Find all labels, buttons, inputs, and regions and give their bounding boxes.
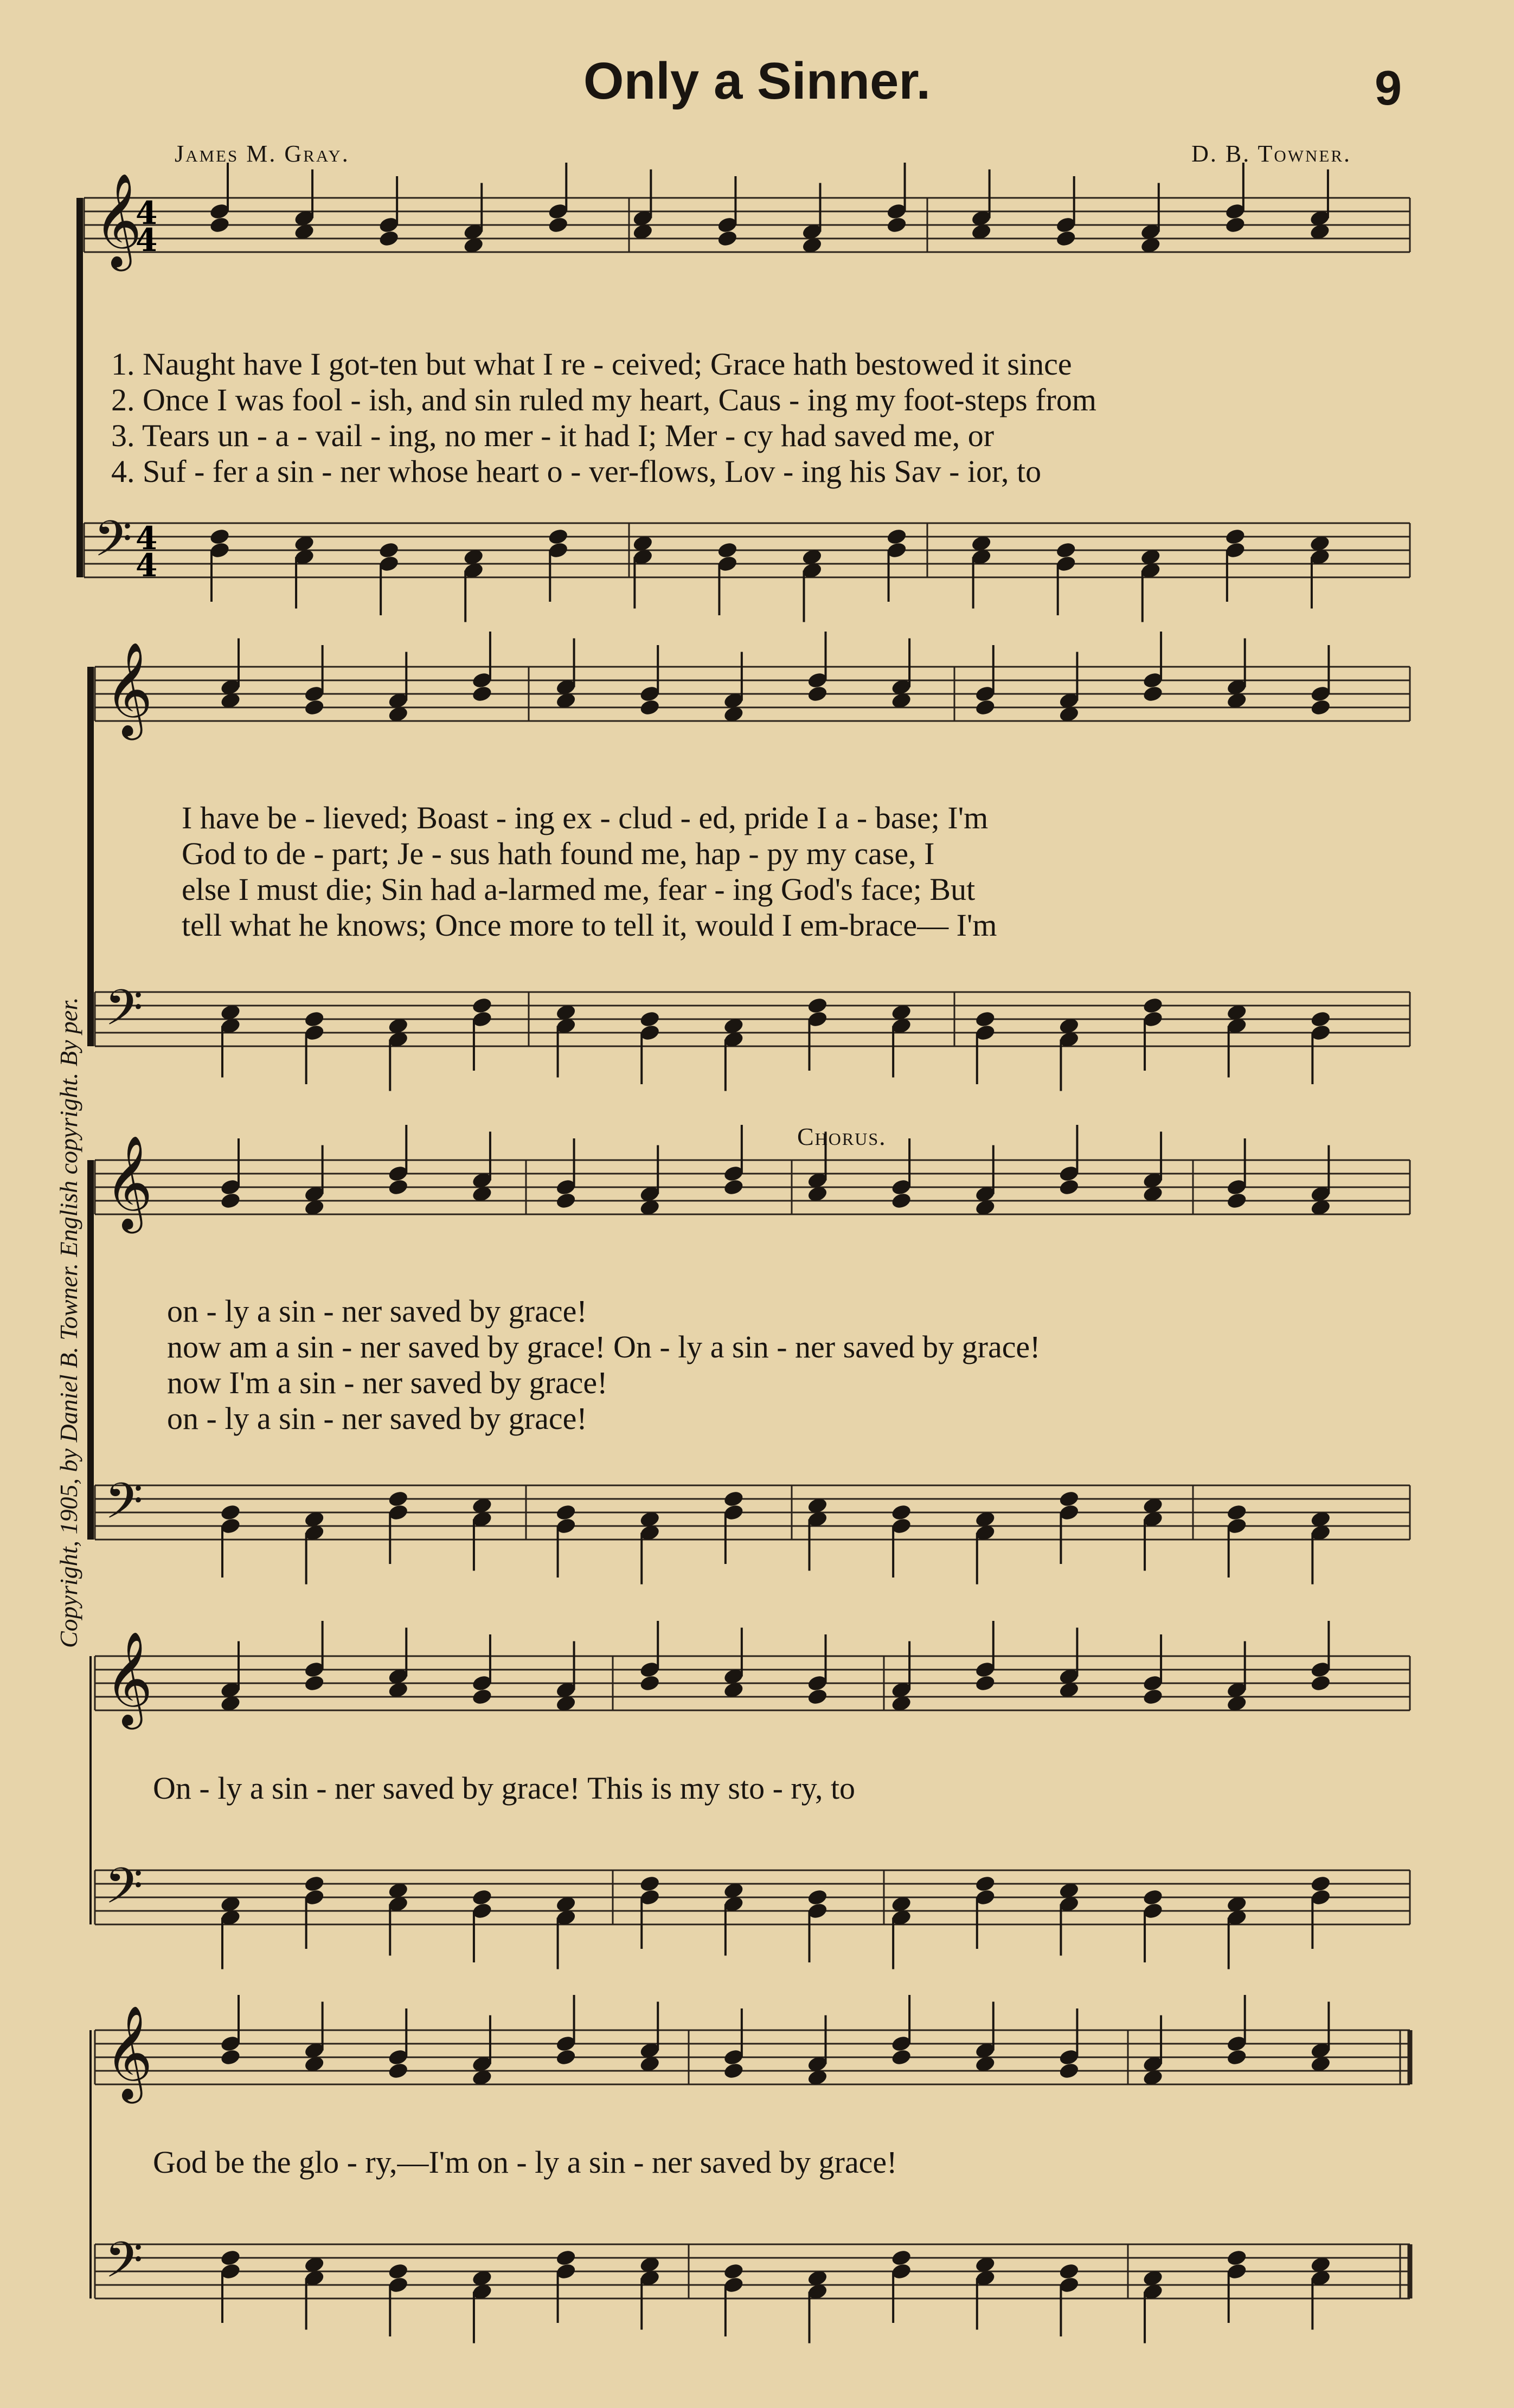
note-head <box>1058 2262 1080 2281</box>
note-head <box>304 1010 325 1028</box>
time-signature-top: 4 <box>136 195 158 231</box>
lyric-line: now am a sin - ner saved by grace! On - ly a sin - ner saved by grace! <box>167 1329 1041 1364</box>
note-head <box>890 1192 912 1210</box>
note-head <box>471 996 493 1015</box>
note-head <box>220 1192 241 1210</box>
note-head <box>220 2048 241 2066</box>
note-head <box>555 2249 576 2267</box>
lyric-line: now I'm a sin - ner saved by grace! <box>167 1365 608 1400</box>
page-number: 9 <box>1375 61 1402 115</box>
note-head <box>1226 2048 1248 2066</box>
note-head <box>304 698 325 717</box>
note-head <box>1142 1888 1164 1907</box>
note-head <box>723 1490 745 1508</box>
note-head <box>547 216 569 234</box>
note-head <box>220 2249 241 2267</box>
note-head <box>806 996 828 1015</box>
chorus-label: Chorus. <box>797 1123 887 1150</box>
note-head <box>1142 996 1164 1015</box>
lyric-line: God to de - part; Je - sus hath found me, hap - py my case, I <box>182 836 935 871</box>
lyric-line: 4. Suf - fer a sin - ner whose heart o - ver-flows, Lov - ing his Sav - ior, to <box>111 454 1042 489</box>
lyric-line: 1. Naught have I got-ten but what I re - ceived; Grace hath bestowed it since <box>111 346 1072 382</box>
lyric-line: tell what he knows; Once more to tell it, would I em-brace— I'm <box>182 907 997 943</box>
note-head <box>1310 1674 1331 1692</box>
note-head <box>974 1875 996 1893</box>
lyric-line: 3. Tears un - a - vail - ing, no mer - it had I; Mer - cy had saved me, or <box>111 418 995 453</box>
note-head <box>890 2249 912 2267</box>
note-head <box>886 216 907 234</box>
copyright-note: Copyright, 1905, by Daniel B. Towner. English copyright. By per. <box>55 997 82 1648</box>
note-head <box>806 685 828 703</box>
author-credit: James M. Gray. <box>175 140 350 167</box>
note-head <box>1058 1178 1080 1196</box>
note-head <box>209 216 230 234</box>
note-head <box>886 527 907 546</box>
bass-clef-icon: 𝄢 <box>105 2231 143 2301</box>
time-signature-bottom: 4 <box>136 547 158 584</box>
note-head <box>1226 1503 1248 1522</box>
note-head <box>723 2262 745 2281</box>
note-head <box>974 698 996 717</box>
time-signature-bottom: 4 <box>136 222 158 259</box>
note-head <box>471 685 493 703</box>
treble-clef-icon: 𝄞 <box>105 642 153 736</box>
note-head <box>890 1503 912 1522</box>
note-head <box>1226 1192 1248 1210</box>
note-head <box>1142 1688 1164 1706</box>
note-head <box>1310 1010 1331 1028</box>
note-head <box>555 1192 576 1210</box>
lyric-line: I have be - lieved; Boast - ing ex - clud - ed, pride I a - base; I'm <box>182 800 989 835</box>
lyric-line: on - ly a sin - ner saved by grace! <box>167 1401 587 1436</box>
note-head <box>716 229 738 248</box>
note-head <box>547 527 569 546</box>
treble-clef-icon: 𝄞 <box>94 173 142 267</box>
note-head <box>639 1875 660 1893</box>
bass-clef-icon: 𝄢 <box>105 979 143 1048</box>
composer-credit: D. B. Towner. <box>1191 140 1351 167</box>
note-head <box>806 1688 828 1706</box>
note-head <box>471 1888 493 1907</box>
bass-clef-icon: 𝄢 <box>105 1857 143 1927</box>
hymn-title: Only a Sinner. <box>583 52 931 110</box>
lyric-line: else I must die; Sin had a-larmed me, fear - ing God's face; But <box>182 872 976 907</box>
note-head <box>1224 216 1246 234</box>
note-head <box>639 1010 660 1028</box>
note-head <box>387 2062 409 2080</box>
note-head <box>555 1503 576 1522</box>
treble-clef-icon: 𝄞 <box>105 2005 153 2100</box>
note-head <box>723 1178 745 1196</box>
note-head <box>471 1688 493 1706</box>
bass-clef-icon: 𝄢 <box>105 1472 143 1542</box>
note-head <box>209 527 230 546</box>
note-head <box>1055 229 1077 248</box>
note-head <box>639 1674 660 1692</box>
note-head <box>387 1490 409 1508</box>
lyric-line: on - ly a sin - ner saved by grace! <box>167 1293 587 1329</box>
bass-clef-icon: 𝄢 <box>94 510 132 580</box>
lyric-line: 2. Once I was fool - ish, and sin ruled my heart, Caus - ing my foot-steps from <box>111 382 1096 417</box>
note-head <box>1310 1875 1331 1893</box>
note-head <box>723 2062 745 2080</box>
note-head <box>304 1674 325 1692</box>
note-head <box>220 1503 241 1522</box>
note-head <box>387 2262 409 2281</box>
note-head <box>1058 1490 1080 1508</box>
note-head <box>974 1674 996 1692</box>
lyric-line: God be the glo - ry,—I'm on - ly a sin - ner saved by grace! <box>153 2145 897 2180</box>
treble-clef-icon: 𝄞 <box>105 1135 153 1229</box>
note-head <box>555 2048 576 2066</box>
note-head <box>806 1888 828 1907</box>
note-head <box>1226 2249 1248 2267</box>
treble-clef-icon: 𝄞 <box>105 1631 153 1725</box>
note-head <box>378 541 400 559</box>
note-head <box>378 229 400 248</box>
note-head <box>304 1875 325 1893</box>
lyric-line: On - ly a sin - ner saved by grace! This is my sto - ry, to <box>153 1770 856 1806</box>
note-head <box>639 698 660 717</box>
note-head <box>1310 698 1331 717</box>
note-head <box>1055 541 1077 559</box>
note-head <box>1058 2062 1080 2080</box>
note-head <box>1224 527 1246 546</box>
note-head <box>716 541 738 559</box>
note-head <box>974 1010 996 1028</box>
note-head <box>387 1178 409 1196</box>
note-head <box>1142 685 1164 703</box>
time-signature-top: 4 <box>136 520 158 557</box>
note-head <box>890 2048 912 2066</box>
